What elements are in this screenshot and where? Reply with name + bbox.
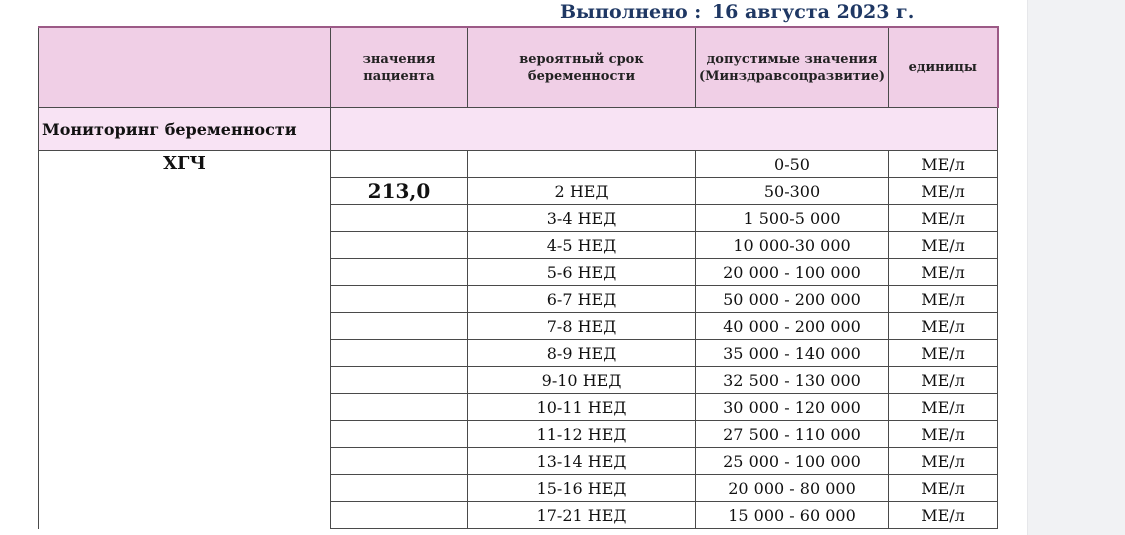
gestation-term-cell: 3-4 НЕД xyxy=(468,205,696,232)
section-blank xyxy=(331,108,998,151)
unit-cell: МЕ/л xyxy=(889,205,998,232)
section-row xyxy=(39,108,998,151)
gestation-term-cell: 4-5 НЕД xyxy=(468,232,696,259)
section-title: Мониторинг беременности xyxy=(39,108,331,151)
gestation-term-cell: 13-14 НЕД xyxy=(468,448,696,475)
table-header-row xyxy=(39,27,998,108)
unit-cell: МЕ/л xyxy=(889,394,998,421)
unit-cell: МЕ/л xyxy=(889,448,998,475)
reference-range-cell: 20 000 - 80 000 xyxy=(696,475,889,502)
unit-cell: МЕ/л xyxy=(889,367,998,394)
reference-range-cell: 50-300 xyxy=(696,178,889,205)
reference-range-cell: 1 500-5 000 xyxy=(696,205,889,232)
patient-value-cell xyxy=(331,502,468,529)
patient-value-cell xyxy=(331,475,468,502)
unit-cell: МЕ/л xyxy=(889,502,998,529)
viewer-side-panel xyxy=(1027,0,1125,535)
done-label: Выполнено : xyxy=(560,1,702,23)
gestation-term-cell: 2 НЕД xyxy=(468,178,696,205)
reference-range-cell: 0-50 xyxy=(696,151,889,178)
header-blank-cell xyxy=(39,27,331,108)
patient-value-cell xyxy=(331,205,468,232)
reference-range-cell: 40 000 - 200 000 xyxy=(696,313,889,340)
patient-value-cell xyxy=(331,151,468,178)
reference-range-cell: 10 000-30 000 xyxy=(696,232,889,259)
unit-cell: МЕ/л xyxy=(889,232,998,259)
gestation-term-cell: 11-12 НЕД xyxy=(468,421,696,448)
header-patient-value: значения пациента xyxy=(331,27,468,108)
unit-cell: МЕ/л xyxy=(889,151,998,178)
gestation-term-cell: 8-9 НЕД xyxy=(468,340,696,367)
reference-range-cell: 15 000 - 60 000 xyxy=(696,502,889,529)
unit-cell: МЕ/л xyxy=(889,421,998,448)
analyte-name: ХГЧ xyxy=(39,151,331,529)
results-table xyxy=(38,26,999,529)
patient-value-cell xyxy=(331,286,468,313)
reference-range-cell: 35 000 - 140 000 xyxy=(696,340,889,367)
done-date: 16 августа 2023 г. xyxy=(711,1,915,23)
gestation-term-cell: 15-16 НЕД xyxy=(468,475,696,502)
patient-value-cell: 213,0 xyxy=(331,178,468,205)
table-row xyxy=(39,151,998,178)
reference-range-cell: 20 000 - 100 000 xyxy=(696,259,889,286)
patient-value-cell xyxy=(331,394,468,421)
patient-value-cell xyxy=(331,259,468,286)
header-gestation-term: вероятный срок беременности xyxy=(468,27,696,108)
gestation-term-cell: 10-11 НЕД xyxy=(468,394,696,421)
gestation-term-cell: 7-8 НЕД xyxy=(468,313,696,340)
gestation-term-cell: 5-6 НЕД xyxy=(468,259,696,286)
reference-range-cell: 27 500 - 110 000 xyxy=(696,421,889,448)
gestation-term-cell: 9-10 НЕД xyxy=(468,367,696,394)
reference-range-cell: 32 500 - 130 000 xyxy=(696,367,889,394)
reference-range-cell: 50 000 - 200 000 xyxy=(696,286,889,313)
unit-cell: МЕ/л xyxy=(889,286,998,313)
gestation-term-cell: 17-21 НЕД xyxy=(468,502,696,529)
patient-value-cell xyxy=(331,340,468,367)
unit-cell: МЕ/л xyxy=(889,178,998,205)
patient-value-cell xyxy=(331,232,468,259)
patient-value-cell xyxy=(331,448,468,475)
patient-value-cell xyxy=(331,313,468,340)
unit-cell: МЕ/л xyxy=(889,475,998,502)
patient-value-cell xyxy=(331,367,468,394)
reference-range-cell: 30 000 - 120 000 xyxy=(696,394,889,421)
reference-range-cell: 25 000 - 100 000 xyxy=(696,448,889,475)
gestation-term-cell xyxy=(468,151,696,178)
unit-cell: МЕ/л xyxy=(889,313,998,340)
header-reference-range: допустимые значения (Минздравсоцразвитие) xyxy=(696,27,889,108)
completed-date-line xyxy=(560,1,914,23)
gestation-term-cell: 6-7 НЕД xyxy=(468,286,696,313)
unit-cell: МЕ/л xyxy=(889,340,998,367)
unit-cell: МЕ/л xyxy=(889,259,998,286)
patient-value-cell xyxy=(331,421,468,448)
header-units: единицы xyxy=(889,27,998,108)
